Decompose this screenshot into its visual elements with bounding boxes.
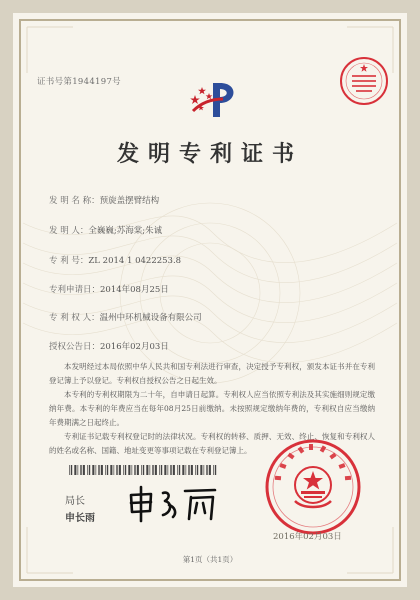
agency-seal-stamp: [338, 55, 390, 107]
field-label: 发 明 人：: [49, 226, 89, 236]
field-label: 授权公告日：: [49, 342, 101, 352]
field-filing-date: [49, 283, 169, 295]
signatory-name: 申长雨: [65, 513, 95, 524]
field-value: 温州中环机械设备有限公司: [99, 313, 202, 323]
body-paragraph: 本专利的专利权期限为二十年，自申请日起算。专利权人应当依照专利法及其实施细则规定缴纳年费。本专利的年费应当在每年08月25日前缴纳。未按照规定缴纳年费的，专利权自应当缴纳年费期满之日起终止。: [49, 390, 375, 427]
field-invention-name: [49, 194, 159, 206]
patent-office-logo-icon: [187, 79, 243, 123]
field-label: 发 明 名 称：: [49, 196, 100, 206]
field-value: ZL 2014 1 0422253.8: [88, 256, 182, 266]
field-value: 全巍巍;苏海棠;朱诚: [88, 226, 163, 236]
certificate-title: 发明专利证书: [116, 141, 303, 167]
field-patent-number: [49, 254, 181, 266]
certificate-number: 证书号第1944197号: [37, 77, 121, 87]
field-patent-holder: [49, 311, 202, 323]
field-label: 专 利 号：: [49, 256, 89, 266]
signatory-title: 局长: [65, 496, 85, 507]
page-number: 第1页（共1页）: [182, 555, 238, 564]
handwritten-signature: [125, 483, 225, 525]
body-paragraph: 专利证书记载专利权登记时的法律状况。专利权的转移、质押、无效、终止、恢复和专利权人的姓名或名称、国籍、地址变更等事项记载在专利登记簿上。: [49, 432, 375, 455]
body-paragraph: 本发明经过本局依照中华人民共和国专利法进行审查，决定授予专利权，颁发本证书并在专利登记簿上予以登记。专利权自授权公告之日起生效。: [49, 362, 375, 385]
field-label: 专利申请日：: [49, 285, 101, 295]
barcode: [69, 465, 219, 475]
field-label: 专 利 权 人：: [49, 313, 100, 323]
field-value: 2014年08月25日: [100, 285, 169, 295]
seal-date: 2016年02月03日: [273, 532, 342, 542]
field-inventors: [49, 224, 162, 236]
official-seal-stamp: [263, 437, 363, 537]
field-grant-date: [49, 340, 169, 352]
field-value: 预旋盖摆臂结构: [99, 196, 160, 206]
field-value: 2016年02月03日: [100, 342, 169, 352]
